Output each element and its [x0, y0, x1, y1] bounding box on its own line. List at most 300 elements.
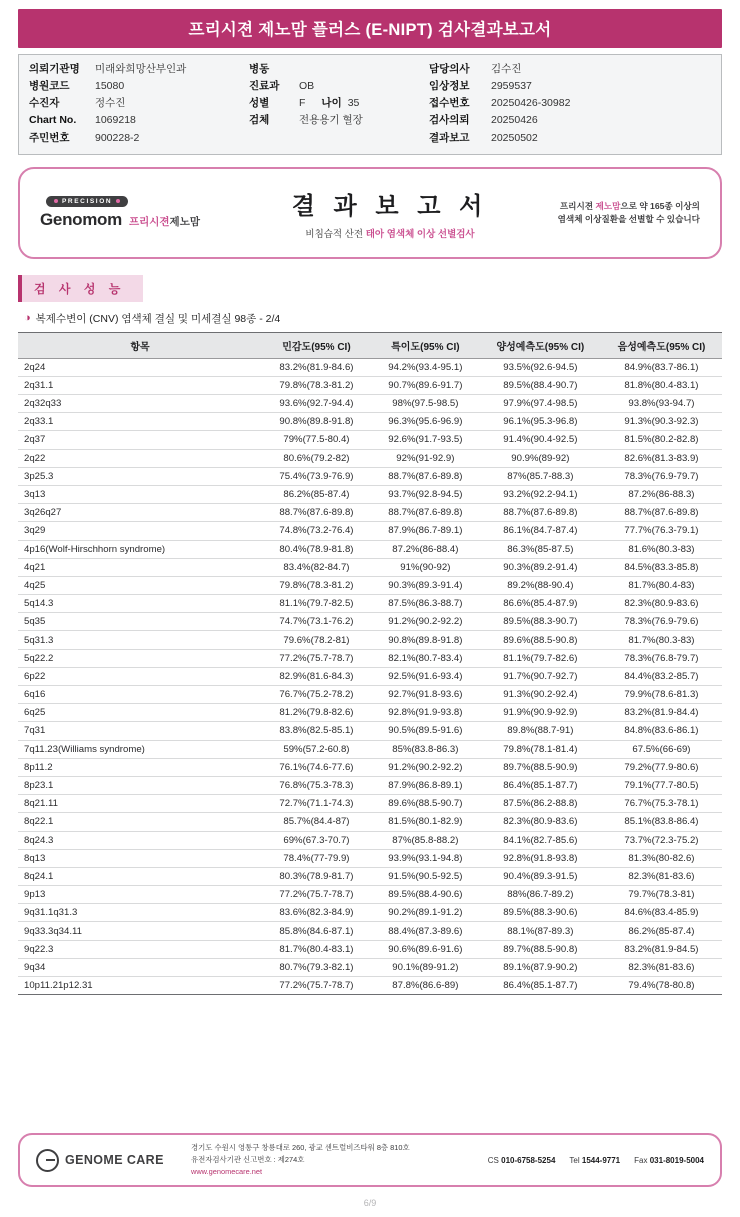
- table-row: [18, 867, 722, 885]
- info-label: 주민번호: [29, 131, 70, 144]
- page-number: 6/9: [363, 1198, 377, 1208]
- info-label: Chart No.: [29, 114, 77, 127]
- table-cell-value: 87.9%(86.7-89.1): [371, 522, 480, 540]
- table-row: [18, 886, 722, 904]
- precision-badge: [46, 196, 128, 207]
- table-cell-value: 87.5%(86.3-88.7): [371, 595, 480, 613]
- table-cell-item: 9q33.3q34.11: [18, 922, 262, 940]
- info-value: 20250502: [491, 131, 538, 144]
- patient-info-column-2: [249, 63, 429, 145]
- table-cell-value: 84.5%(83.3-85.8): [601, 558, 722, 576]
- table-cell-value: 85.7%(84.4-87): [262, 813, 371, 831]
- table-cell-value: 86.4%(85.1-87.7): [480, 776, 601, 794]
- info-label: 성별: [249, 97, 270, 110]
- table-cell-item: 3q29: [18, 522, 262, 540]
- table-cell-value: 83.8%(82.5-85.1): [262, 722, 371, 740]
- table-cell-value: 78.4%(77-79.9): [262, 849, 371, 867]
- table-row: [18, 922, 722, 940]
- table-cell-value: 89.5%(88.3-90.7): [480, 613, 601, 631]
- table-row: [18, 613, 722, 631]
- report-subtitle: [255, 226, 525, 240]
- table-cell-value: 88.7%(87.6-89.8): [262, 504, 371, 522]
- table-cell-value: 81.8%(80.4-83.1): [601, 376, 722, 394]
- table-cell-value: 89.7%(88.5-90.9): [480, 758, 601, 776]
- table-cell-value: 83.2%(81.9-84.5): [601, 940, 722, 958]
- table-cell-value: 88.7%(87.6-89.8): [480, 504, 601, 522]
- table-cell-item: 4q21: [18, 558, 262, 576]
- patient-info-box: [18, 54, 722, 155]
- table-cell-value: 79.2%(77.9-80.6): [601, 758, 722, 776]
- table-cell-value: 91.4%(90.4-92.5): [480, 431, 601, 449]
- info-value: 미래와희망산부인과: [95, 63, 187, 75]
- page-title: 프리시젼 제노맘 플러스 (E-NIPT) 검사결과보고서: [18, 9, 722, 48]
- table-cell-item: 6q16: [18, 686, 262, 704]
- table-cell-value: 90.7%(89.6-91.7): [371, 376, 480, 394]
- table-cell-item: 8q24.3: [18, 831, 262, 849]
- table-cell-value: 86.6%(85.4-87.9): [480, 595, 601, 613]
- table-row: [18, 686, 722, 704]
- report-title: 결 과 보 고 서: [291, 192, 489, 220]
- table-cell-value: 86.3%(85-87.5): [480, 540, 601, 558]
- table-cell-value: 82.6%(81.3-83.9): [601, 449, 722, 467]
- info-label: 진료과: [249, 80, 280, 93]
- table-cell-value: 89.5%(88.3-90.6): [480, 904, 601, 922]
- table-cell-value: 81.7%(80.3-83): [601, 631, 722, 649]
- table-row: [18, 667, 722, 685]
- contact-tel-label: Tel: [569, 1155, 580, 1165]
- table-cell-value: 74.7%(73.1-76.2): [262, 613, 371, 631]
- table-cell-value: 86.2%(85-87.4): [262, 485, 371, 503]
- table-row: [18, 649, 722, 667]
- table-cell-item: 2q22: [18, 449, 262, 467]
- contact-tel: [569, 1156, 620, 1165]
- brand-name-row: [40, 210, 255, 230]
- table-cell-value: 88.7%(87.6-89.8): [371, 467, 480, 485]
- contact-fax: [634, 1156, 704, 1165]
- info-label: 병동: [249, 63, 270, 75]
- genome-care-mark-icon: [36, 1149, 59, 1172]
- table-cell-item: 4q25: [18, 576, 262, 594]
- info-label: 검체: [249, 114, 270, 127]
- table-cell-value: 92.5%(91.6-93.4): [371, 667, 480, 685]
- footer-address: [191, 1142, 488, 1179]
- table-cell-value: 73.7%(72.3-75.2): [601, 831, 722, 849]
- table-cell-value: 91%(90-92): [371, 558, 480, 576]
- info-row-doctor: [429, 63, 709, 76]
- table-cell-value: 82.3%(81-83.6): [601, 958, 722, 976]
- table-cell-value: 90.3%(89.2-91.4): [480, 558, 601, 576]
- table-cell-item: 6q25: [18, 704, 262, 722]
- table-cell-value: 90.2%(89.1-91.2): [371, 904, 480, 922]
- table-cell-item: 3p25.3: [18, 467, 262, 485]
- table-row: [18, 413, 722, 431]
- info-value: F: [299, 97, 306, 110]
- table-cell-item: 8q21.11: [18, 795, 262, 813]
- info-row-sex-age: [249, 97, 429, 110]
- table-cell-item: 9q34: [18, 958, 262, 976]
- table-cell-item: 9q22.3: [18, 940, 262, 958]
- table-row: [18, 940, 722, 958]
- table-cell-value: 81.3%(80-82.6): [601, 849, 722, 867]
- table-cell-value: 89.2%(88-90.4): [480, 576, 601, 594]
- contact-fax-label: Fax: [634, 1155, 648, 1165]
- info-value: 20250426: [491, 114, 538, 127]
- report-page: [0, 9, 740, 1217]
- table-cell-value: 82.3%(80.9-83.6): [480, 813, 601, 831]
- info-row-accession-no: [429, 97, 709, 110]
- table-cell-value: 80.6%(79.2-82): [262, 449, 371, 467]
- column-header-item: 항목: [18, 332, 262, 358]
- table-cell-value: 89.8%(88.7-91): [480, 722, 601, 740]
- table-row: [18, 558, 722, 576]
- info-value-age: 35: [347, 97, 360, 110]
- table-cell-value: 86.2%(85-87.4): [601, 922, 722, 940]
- table-cell-value: 92.7%(91.8-93.6): [371, 686, 480, 704]
- table-cell-item: 8p23.1: [18, 776, 262, 794]
- info-label: 결과보고: [429, 131, 470, 144]
- section-caption: [24, 311, 740, 326]
- section-title-tab: 검 사 성 능: [18, 275, 143, 302]
- table-cell-item: 9p13: [18, 886, 262, 904]
- table-cell-value: 81.6%(80.3-83): [601, 540, 722, 558]
- table-cell-value: 84.1%(82.7-85.6): [480, 831, 601, 849]
- table-cell-value: 89.1%(87.9-90.2): [480, 958, 601, 976]
- info-row-hospital-code: [29, 80, 249, 93]
- table-row: [18, 958, 722, 976]
- table-cell-value: 59%(57.2-60.8): [262, 740, 371, 758]
- table-cell-value: 88.1%(87-89.3): [480, 922, 601, 940]
- footer-address-line2: 유전자검사기관 신고번호 : 제274호: [191, 1154, 305, 1164]
- table-cell-value: 78.3%(76.9-79.7): [601, 467, 722, 485]
- table-cell-value: 91.7%(90.7-92.7): [480, 667, 601, 685]
- table-cell-value: 83.6%(82.3-84.9): [262, 904, 371, 922]
- note-post: 으로 약 165종 이상의: [620, 200, 700, 211]
- table-cell-item: 7q31: [18, 722, 262, 740]
- table-body: [18, 358, 722, 995]
- patient-info-column-1: [29, 63, 249, 145]
- info-value: 김수진: [491, 63, 522, 75]
- table-cell-value: 90.4%(89.3-91.5): [480, 867, 601, 885]
- contact-fax-value: 031-8019-5004: [649, 1155, 704, 1165]
- table-cell-value: 89.5%(88.4-90.7): [480, 376, 601, 394]
- table-cell-item: 9q31.1q31.3: [18, 904, 262, 922]
- footer-contacts: [488, 1156, 704, 1165]
- table-cell-value: 82.1%(80.7-83.4): [371, 649, 480, 667]
- table-cell-value: 90.6%(89.6-91.6): [371, 940, 480, 958]
- patient-info-column-3: [429, 63, 709, 145]
- column-header-ppv: 양성예측도(95% CI): [480, 332, 601, 358]
- table-cell-value: 83.2%(81.9-84.6): [262, 358, 371, 376]
- footer-address-line1: 경기도 수원시 영통구 창룡대로 260, 광교 센트럴비즈타워 8층 810호: [191, 1142, 410, 1152]
- table-cell-value: 90.1%(89-91.2): [371, 958, 480, 976]
- table-cell-value: 76.7%(75.2-78.2): [262, 686, 371, 704]
- table-cell-value: 94.2%(93.4-95.1): [371, 358, 480, 376]
- table-cell-item: 8q13: [18, 849, 262, 867]
- table-cell-value: 79.6%(78.2-81): [262, 631, 371, 649]
- table-cell-value: 91.5%(90.5-92.5): [371, 867, 480, 885]
- info-value: 20250426-30982: [491, 97, 571, 110]
- column-header-npv: 음성예측도(95% CI): [601, 332, 722, 358]
- table-cell-value: 89.5%(88.4-90.6): [371, 886, 480, 904]
- table-cell-value: 84.8%(83.6-86.1): [601, 722, 722, 740]
- table-row: [18, 576, 722, 594]
- table-cell-value: 79%(77.5-80.4): [262, 431, 371, 449]
- table-cell-value: 67.5%(66-69): [601, 740, 722, 758]
- table-cell-value: 89.7%(88.5-90.8): [480, 940, 601, 958]
- table-cell-value: 82.3%(80.9-83.6): [601, 595, 722, 613]
- table-cell-value: 87.2%(86-88.4): [371, 540, 480, 558]
- info-value: 1069218: [95, 114, 136, 127]
- info-row-request-date: [429, 114, 709, 127]
- info-label: 검사의뢰: [429, 114, 470, 127]
- table-cell-value: 93.7%(92.8-94.5): [371, 485, 480, 503]
- info-label: 임상정보: [429, 80, 470, 93]
- table-cell-value: 92.8%(91.8-93.8): [480, 849, 601, 867]
- table-cell-value: 76.8%(75.3-78.3): [262, 776, 371, 794]
- table-cell-value: 92%(91-92.9): [371, 449, 480, 467]
- table-row: [18, 485, 722, 503]
- table-header-row: [18, 332, 722, 358]
- info-row-ward: [249, 63, 429, 76]
- table-cell-value: 87%(85.7-88.3): [480, 467, 601, 485]
- table-cell-value: 78.3%(76.9-79.6): [601, 613, 722, 631]
- info-value: 전용용기 혈장: [299, 114, 363, 127]
- table-row: [18, 849, 722, 867]
- table-cell-value: 79.8%(78.3-81.2): [262, 376, 371, 394]
- table-cell-value: 79.4%(78-80.8): [601, 977, 722, 995]
- brand-kr-b: 제노맘: [169, 215, 200, 228]
- table-cell-item: 2q32q33: [18, 395, 262, 413]
- info-row-report-date: [429, 132, 709, 145]
- table-cell-item: 5q35: [18, 613, 262, 631]
- table-row: [18, 522, 722, 540]
- table-row: [18, 358, 722, 376]
- table-row: [18, 467, 722, 485]
- info-label: 접수번호: [429, 97, 470, 110]
- info-value: 2959537: [491, 80, 532, 93]
- table-cell-value: 76.7%(75.3-78.1): [601, 795, 722, 813]
- performance-table: [18, 332, 722, 996]
- table-cell-value: 77.7%(76.3-79.1): [601, 522, 722, 540]
- table-cell-value: 91.2%(90.2-92.2): [371, 613, 480, 631]
- report-note-line2: 염색체 이상질환을 선별할 수 있습니다: [557, 213, 700, 224]
- table-cell-value: 91.3%(90.3-92.3): [601, 413, 722, 431]
- table-cell-item: 8q22.1: [18, 813, 262, 831]
- table-cell-value: 81.1%(79.7-82.5): [262, 595, 371, 613]
- column-header-specificity: 특이도(95% CI): [371, 332, 480, 358]
- table-row: [18, 431, 722, 449]
- table-cell-value: 89.6%(88.5-90.7): [371, 795, 480, 813]
- precision-badge-label: PRECISION: [62, 197, 113, 205]
- table-cell-value: 75.4%(73.9-76.9): [262, 467, 371, 485]
- footer-website-link[interactable]: www.genomecare.net: [191, 1167, 263, 1177]
- info-row-department: [249, 80, 429, 93]
- table-cell-value: 81.7%(80.4-83): [601, 576, 722, 594]
- table-cell-value: 98%(97.5-98.5): [371, 395, 480, 413]
- table-cell-item: 2q24: [18, 358, 262, 376]
- contact-tel-value: 1544-9771: [581, 1155, 621, 1165]
- table-cell-value: 83.2%(81.9-84.4): [601, 704, 722, 722]
- table-cell-value: 79.7%(78.3-81): [601, 886, 722, 904]
- report-note-line1: [525, 200, 700, 213]
- table-row: [18, 795, 722, 813]
- table-cell-value: 81.2%(79.8-82.6): [262, 704, 371, 722]
- table-row: [18, 376, 722, 394]
- table-cell-value: 84.4%(83.2-85.7): [601, 667, 722, 685]
- table-cell-value: 87%(85.8-88.2): [371, 831, 480, 849]
- table-cell-value: 91.9%(90.9-92.9): [480, 704, 601, 722]
- table-cell-value: 77.2%(75.7-78.7): [262, 649, 371, 667]
- table-cell-value: 88.7%(87.6-89.8): [601, 504, 722, 522]
- table-row: [18, 813, 722, 831]
- table-row: [18, 722, 722, 740]
- table-cell-value: 77.2%(75.7-78.7): [262, 886, 371, 904]
- table-cell-value: 82.9%(81.6-84.3): [262, 667, 371, 685]
- table-row: [18, 758, 722, 776]
- info-value: 15080: [95, 80, 125, 93]
- table-cell-value: 80.7%(79.3-82.1): [262, 958, 371, 976]
- table-cell-value: 90.3%(89.3-91.4): [371, 576, 480, 594]
- info-value: 900228-2: [95, 131, 140, 144]
- table-cell-item: 8q24.1: [18, 867, 262, 885]
- table-cell-value: 97.9%(97.4-98.5): [480, 395, 601, 413]
- note-highlight: 제노맘: [595, 200, 621, 211]
- brand-kr-a: 프리시젼: [128, 215, 170, 228]
- info-row-clinical-info: [429, 80, 709, 93]
- table-cell-value: 87.8%(86.6-89): [371, 977, 480, 995]
- table-cell-item: 2q31.1: [18, 376, 262, 394]
- brand-logo: [40, 196, 255, 230]
- table-cell-value: 88.7%(87.6-89.8): [371, 504, 480, 522]
- table-cell-value: 85.8%(84.6-87.1): [262, 922, 371, 940]
- table-row: [18, 504, 722, 522]
- table-cell-item: 5q22.2: [18, 649, 262, 667]
- table-cell-value: 91.3%(90.2-92.4): [480, 686, 601, 704]
- info-label: 병원코드: [29, 80, 70, 93]
- report-header-panel: [18, 167, 722, 259]
- column-header-sensitivity: 민감도(95% CI): [262, 332, 371, 358]
- table-cell-value: 76.1%(74.6-77.6): [262, 758, 371, 776]
- table-header: [18, 332, 722, 358]
- contact-cs: [488, 1156, 556, 1165]
- brand-name-korean: [129, 214, 200, 229]
- bullet-icon: ◑: [24, 312, 31, 325]
- info-row-institution: [29, 63, 249, 76]
- table-cell-value: 84.9%(83.7-86.1): [601, 358, 722, 376]
- table-cell-value: 84.6%(83.4-85.9): [601, 904, 722, 922]
- table-cell-value: 81.5%(80.2-82.8): [601, 431, 722, 449]
- table-cell-item: 2q37: [18, 431, 262, 449]
- contact-cs-label: CS: [487, 1155, 499, 1165]
- table-row: [18, 977, 722, 995]
- table-cell-value: 81.1%(79.7-82.6): [480, 649, 601, 667]
- table-cell-value: 88.4%(87.3-89.6): [371, 922, 480, 940]
- table-cell-value: 93.9%(93.1-94.8): [371, 849, 480, 867]
- section-caption-text: 복제수변이 (CNV) 염색체 결실 및 미세결실 98종 - 2/4: [35, 312, 281, 325]
- table-cell-value: 80.3%(78.9-81.7): [262, 867, 371, 885]
- table-cell-item: 8p11.2: [18, 758, 262, 776]
- report-note: [525, 200, 700, 226]
- table-row: [18, 595, 722, 613]
- table-cell-item: 3q13: [18, 485, 262, 503]
- table-row: [18, 449, 722, 467]
- info-label-age: 나이: [321, 97, 342, 110]
- table-cell-value: 79.1%(77.7-80.5): [601, 776, 722, 794]
- table-cell-value: 93.8%(93-94.7): [601, 395, 722, 413]
- table-cell-value: 79.8%(78.1-81.4): [480, 740, 601, 758]
- footer-panel: [18, 1133, 722, 1187]
- table-cell-value: 90.8%(89.8-91.8): [262, 413, 371, 431]
- table-cell-value: 87.5%(86.2-88.8): [480, 795, 601, 813]
- genome-care-logo: [36, 1149, 191, 1172]
- table-cell-value: 82.3%(81-83.6): [601, 867, 722, 885]
- table-cell-value: 89.6%(88.5-90.8): [480, 631, 601, 649]
- table-cell-item: 7q11.23(Williams syndrome): [18, 740, 262, 758]
- table-row: [18, 831, 722, 849]
- info-value: OB: [299, 80, 315, 93]
- info-row-patient-name: [29, 97, 249, 110]
- table-cell-item: 4p16(Wolf-Hirschhorn syndrome): [18, 540, 262, 558]
- table-cell-value: 78.3%(76.8-79.7): [601, 649, 722, 667]
- info-label: 수진자: [29, 97, 60, 110]
- table-cell-value: 92.8%(91.9-93.8): [371, 704, 480, 722]
- table-row: [18, 740, 722, 758]
- table-cell-value: 93.5%(92.6-94.5): [480, 358, 601, 376]
- table-cell-value: 88%(86.7-89.2): [480, 886, 601, 904]
- table-cell-item: 5q14.3: [18, 595, 262, 613]
- report-title-block: [255, 186, 525, 240]
- table-cell-value: 91.2%(90.2-92.2): [371, 758, 480, 776]
- info-row-resident-no: [29, 132, 249, 145]
- table-cell-value: 90.5%(89.5-91.6): [371, 722, 480, 740]
- table-cell-value: 80.4%(78.9-81.8): [262, 540, 371, 558]
- dot-icon: [116, 199, 120, 203]
- report-subtitle-pre: 비침습적 산전: [305, 228, 366, 240]
- brand-name: Genomom: [40, 209, 122, 229]
- table-cell-value: 85.1%(83.8-86.4): [601, 813, 722, 831]
- table-cell-value: 93.2%(92.2-94.1): [480, 485, 601, 503]
- table-cell-item: 10p11.21p12.31: [18, 977, 262, 995]
- table-cell-item: 5q31.3: [18, 631, 262, 649]
- table-row: [18, 904, 722, 922]
- table-cell-value: 90.9%(89-92): [480, 449, 601, 467]
- genome-care-name: GENOME CARE: [65, 1153, 164, 1167]
- table-cell-value: 87.2%(86-88.3): [601, 485, 722, 503]
- info-label: 의뢰기관명: [29, 63, 80, 75]
- table-row: [18, 540, 722, 558]
- dot-icon: [54, 199, 58, 203]
- table-cell-value: 96.1%(95.3-96.8): [480, 413, 601, 431]
- table-cell-value: 90.8%(89.8-91.8): [371, 631, 480, 649]
- table-cell-value: 96.3%(95.6-96.9): [371, 413, 480, 431]
- table-cell-value: 72.7%(71.1-74.3): [262, 795, 371, 813]
- table-row: [18, 776, 722, 794]
- note-pre: 프리시젼: [559, 200, 596, 211]
- table-row: [18, 631, 722, 649]
- info-value: 정수진: [95, 97, 126, 110]
- table-cell-value: 74.8%(73.2-76.4): [262, 522, 371, 540]
- table-cell-value: 81.7%(80.4-83.1): [262, 940, 371, 958]
- table-cell-value: 83.4%(82-84.7): [262, 558, 371, 576]
- contact-cs-value: 010-6758-5254: [501, 1155, 556, 1165]
- table-cell-value: 86.4%(85.1-87.7): [480, 977, 601, 995]
- table-cell-value: 77.2%(75.7-78.7): [262, 977, 371, 995]
- table-cell-value: 92.6%(91.7-93.5): [371, 431, 480, 449]
- table-cell-value: 87.9%(86.8-89.1): [371, 776, 480, 794]
- table-cell-value: 69%(67.3-70.7): [262, 831, 371, 849]
- table-cell-value: 79.8%(78.3-81.2): [262, 576, 371, 594]
- table-cell-value: 86.1%(84.7-87.4): [480, 522, 601, 540]
